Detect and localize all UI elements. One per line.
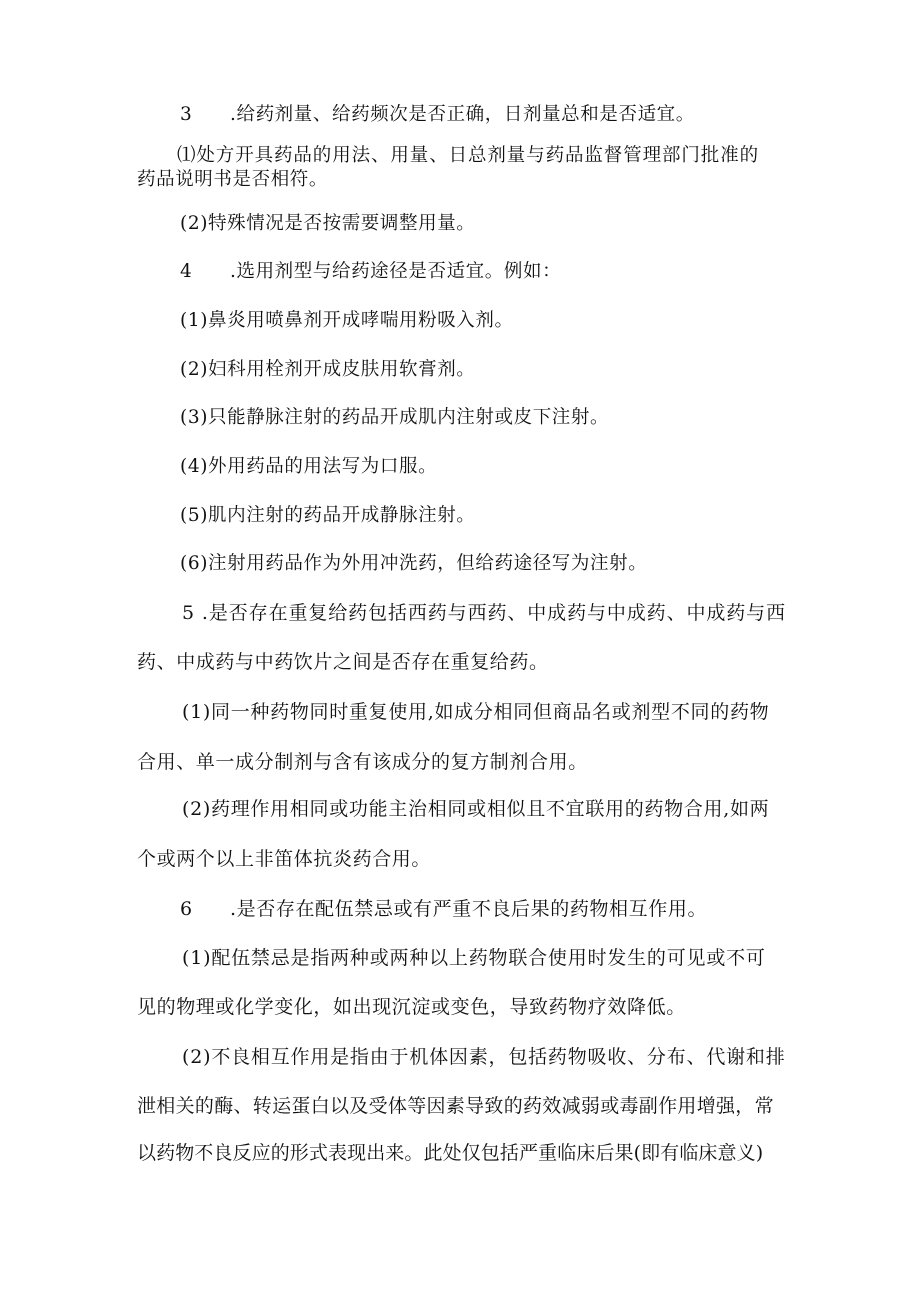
item-6-text: .是否存在配伍禁忌或有严重不良后果的药物相互作用。: [230, 898, 708, 920]
item-3-sub-1-line-2: 药品说明书是否相符。: [137, 169, 329, 190]
item-4-sub-2: (2)妇科用栓剂开成皮肤用软膏剂。: [180, 359, 476, 380]
item-5-sub-1-line-2: 合用、单一成分制剂与含有该成分的复方制剂合用。: [137, 751, 588, 773]
item-6-sub-1-line-1: (1)配伍禁忌是指两种或两种以上药物联合使用时发生的可见或不可: [182, 947, 766, 969]
item-6-sub-2-line-2: 泄相关的酶、转运蛋白以及受体等因素导致的药效减弱或毒副作用增强，常: [137, 1095, 774, 1117]
item-3-heading: [180, 103, 695, 127]
item-4-text: .选用剂型与给药途径是否适宜。例如：: [230, 261, 562, 282]
item-4-heading: [180, 260, 561, 284]
item-5-sub-1-line-1: (1)同一种药物同时重复使用,如成分相同但商品名或剂型不同的药物: [182, 701, 770, 723]
item-5-line-1: 5 .是否存在重复给药包括西药与西药、中成药与中成药、中成药与西: [182, 602, 786, 624]
item-6-sub-1-line-2: 见的物理或化学变化，如出现沉淀或变色，导致药物疗效降低。: [137, 996, 686, 1018]
item-6-sub-2-line-3: 以药物不良反应的形式表现出来。此处仅包括严重临床后果(即有临床意义): [137, 1142, 764, 1164]
item-5-sub-2-line-1: (2)药理作用相同或功能主治相同或相似且不宜联用的药物合用,如两: [182, 798, 770, 820]
item-4-sub-4: (4)外用药品的用法写为口服。: [180, 456, 438, 477]
item-4-number: 4: [180, 261, 193, 282]
item-3-sub-2: (2)特殊情况是否按需要调整用量。: [180, 213, 476, 234]
item-6-heading: [180, 897, 707, 921]
item-5-line-2: 药、中成药与中药饮片之间是否存在重复给药。: [137, 651, 549, 673]
item-3-text: .给药剂量、给药频次是否正确，日剂量总和是否适宜。: [230, 104, 695, 125]
item-4-sub-1: (1)鼻炎用喷鼻剂开成哮喘用粉吸入剂。: [180, 310, 514, 331]
item-4-sub-3: (3)只能静脉注射的药品开成肌内注射或皮下注射。: [180, 407, 610, 428]
item-6-number: 6: [180, 898, 193, 920]
item-3-sub-1-line-1: ⑴处方开具药品的用法、用量、日总剂量与药品监督管理部门批准的: [177, 145, 760, 166]
item-6-sub-2-line-1: (2)不良相互作用是指由于机体因素，包括药物吸收、分布、代谢和排: [182, 1046, 786, 1068]
item-4-sub-6: (6)注射用药品作为外用冲洗药，但给药途径写为注射。: [180, 553, 648, 574]
item-3-number: 3: [180, 104, 193, 125]
item-5-sub-2-line-2: 个或两个以上非笛体抗炎药合用。: [137, 848, 432, 870]
item-4-sub-5: (5)肌内注射的药品开成静脉注射。: [180, 505, 476, 526]
